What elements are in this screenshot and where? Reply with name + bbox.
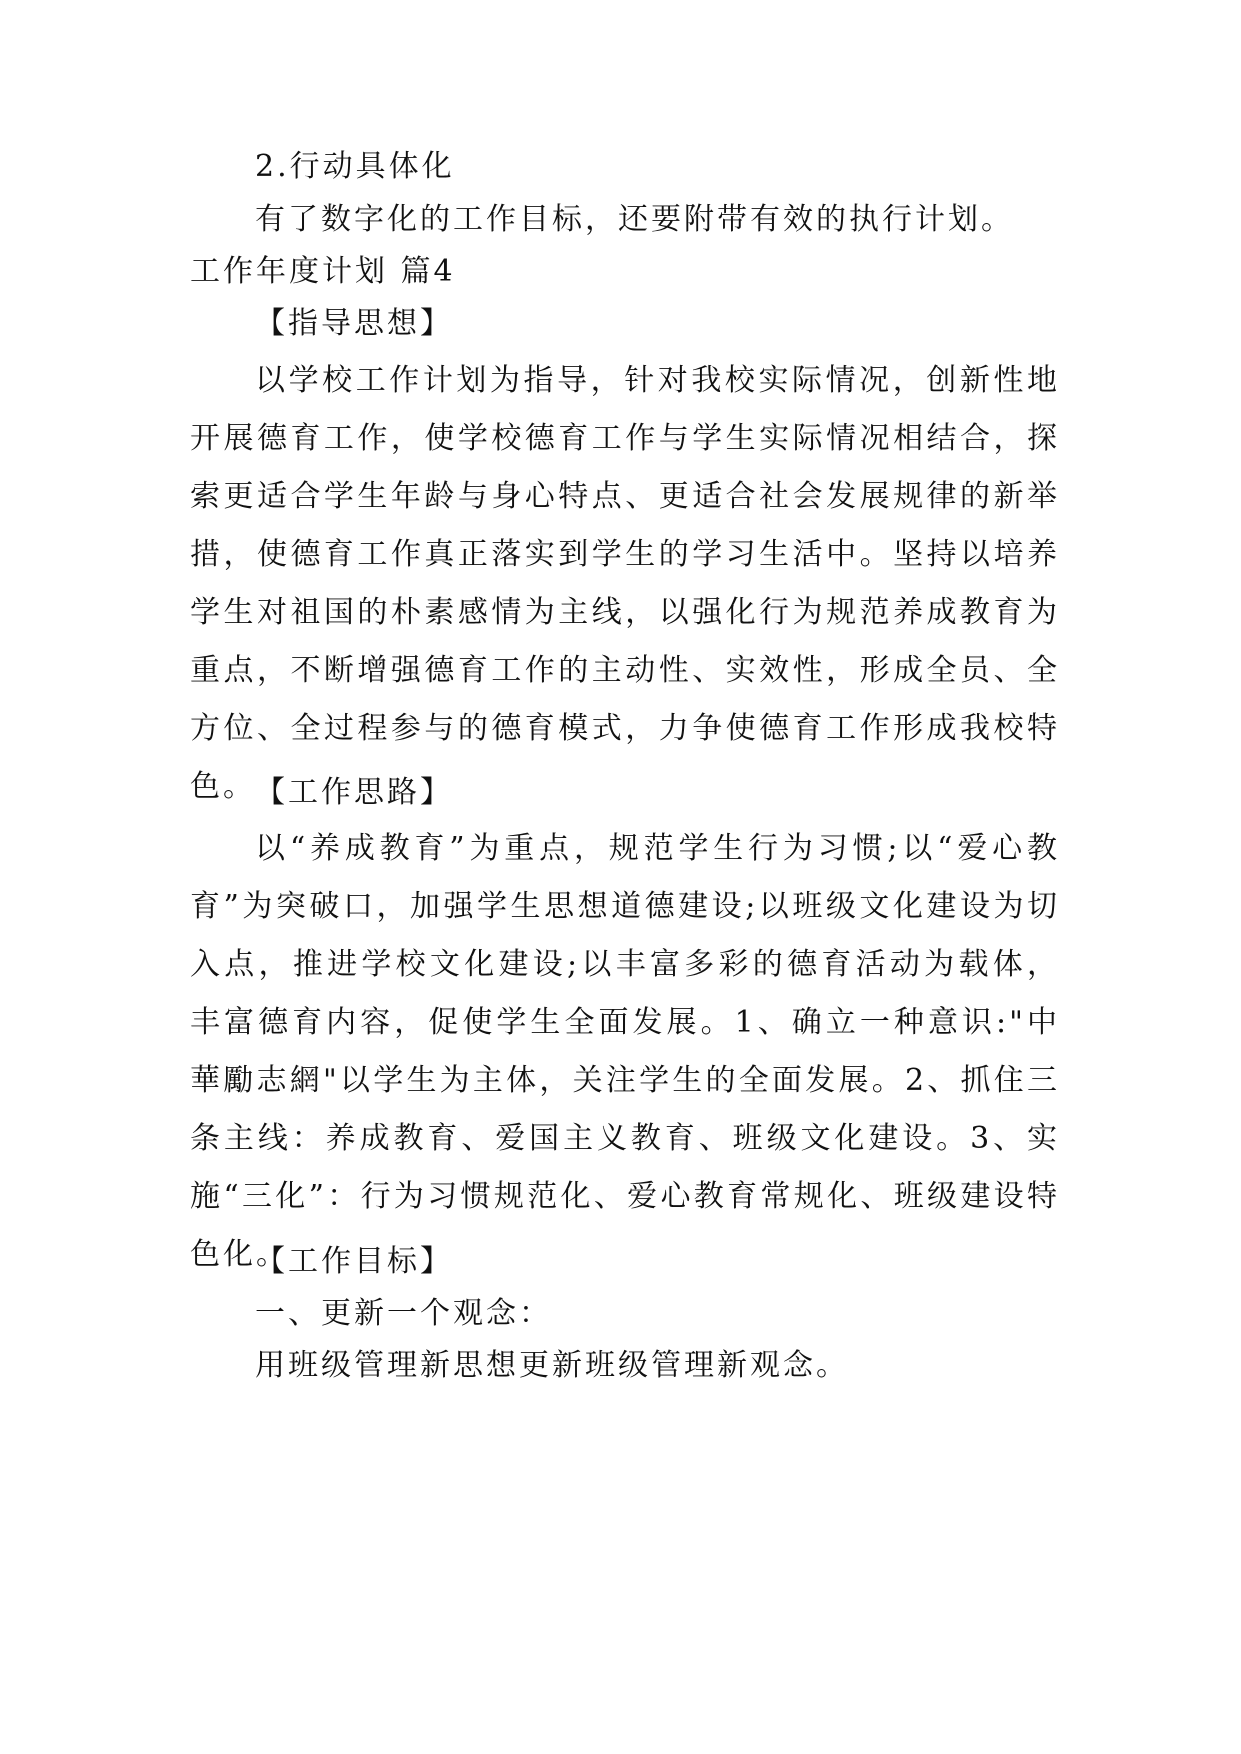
paragraph-guiding-thought: 以学校工作计划为指导，针对我校实际情况，创新性地开展德育工作，使学校德育工作与学生实际情况相结合，探索更适合学生年龄与身心特点、更适合社会发展规律的新举措，使德育工作真正落实到学生的学习生活中。坚持以培养学生对祖国的朴素感情为主线，以强化行为规范养成教育为重点，不断增强德育工作的主动性、实效性，形成全员、全方位、全过程参与的德育模式，力争使德育工作形成我校特色。 xyxy=(190,363,1060,804)
list-item-one: 一、更新一个观念： xyxy=(255,1296,552,1331)
paragraph-goal: 有了数字化的工作目标，还要附带有效的执行计划。 xyxy=(255,202,1014,237)
paragraph-work-approach: 以“养成教育”为重点，规范学生行为习惯;以“爱心教育”为突破口，加强学生思想道德建设;以班级文化建设为切入点，推进学校文化建设;以丰富多彩的德育活动为载体，丰富德育内容，促使学生全面发展。1、确立一种意识:"中華勵志網"以学生为主体，关注学生的全面发展。2、抓住三条主线：养成教育、爱国主义教育、班级文化建设。3、实施“三化”：行为习惯规范化、爱心教育常规化、班级建设特色化。 xyxy=(190,831,1060,1272)
heading-work-objectives: 【工作目标】 xyxy=(255,1244,453,1279)
list-item-one-text: 用班级管理新思想更新班级管理新观念。 xyxy=(255,1348,849,1383)
subheading-action: 2.行动具体化 xyxy=(255,149,455,184)
heading-work-approach: 【工作思路】 xyxy=(255,775,453,810)
section-title: 工作年度计划 篇4 xyxy=(190,254,456,289)
heading-guiding-thought: 【指导思想】 xyxy=(255,306,453,341)
